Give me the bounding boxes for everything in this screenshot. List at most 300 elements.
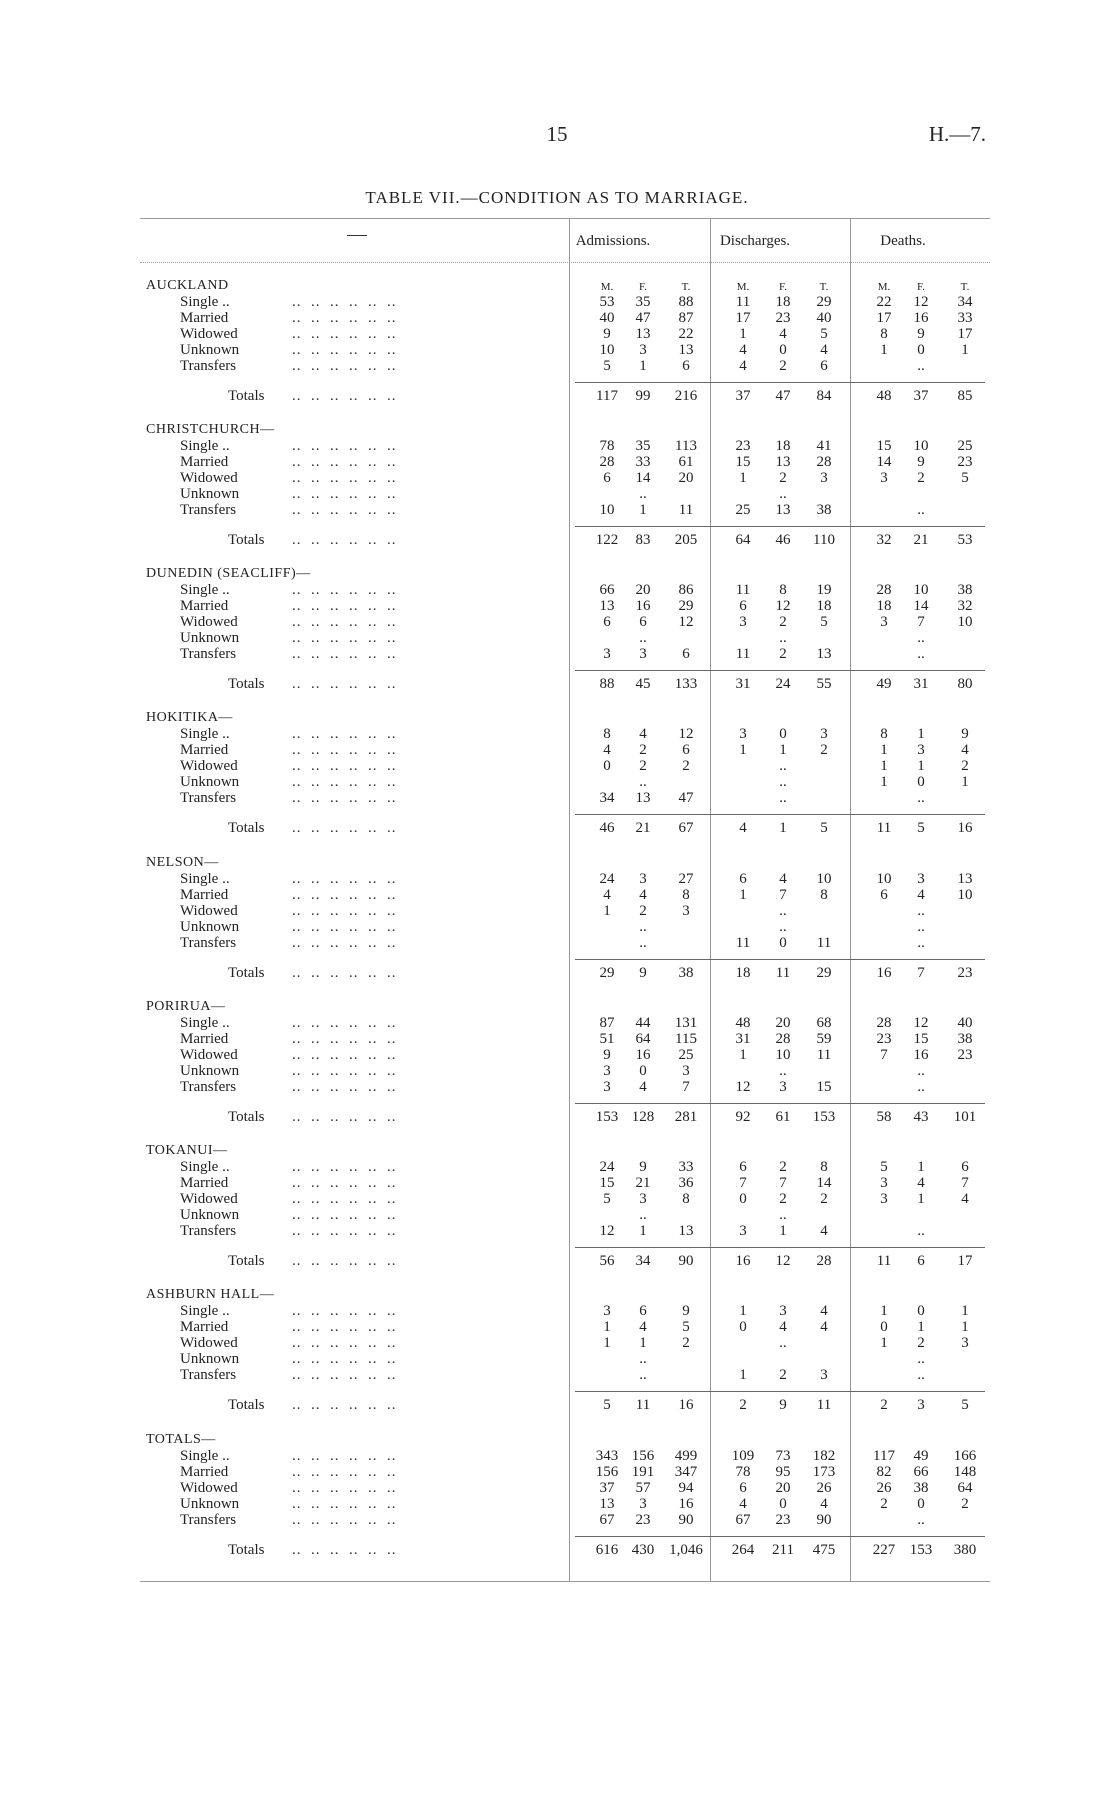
table-cell: 57 [635,1480,651,1497]
table-cell: 1 [961,774,969,791]
table-cell: 3 [682,903,690,920]
dot-leaders: .. .. .. .. .. .. [292,1480,397,1497]
totals-cell: 153 [812,1109,836,1125]
table-cell: 5 [682,1319,690,1336]
totals-label: Totals [228,388,265,404]
table-cell: 15 [913,1031,929,1048]
dot-leaders: .. .. .. .. .. .. [292,1223,397,1240]
table-cell: .. [917,358,925,375]
table-cell: 0 [739,1191,747,1208]
table-cell: 2 [880,1496,888,1513]
table-cell: 3 [820,470,828,487]
table-cell: .. [639,919,647,936]
row-label: Unknown [180,919,240,936]
institution-name: HOKITIKA— [146,710,233,725]
table-cell: 0 [739,1319,747,1336]
row-label: Widowed [180,326,238,343]
totals-rule [575,1536,985,1537]
row-label: Unknown [180,1207,240,1224]
table-cell: 4 [820,1319,828,1336]
table-cell: .. [779,774,787,791]
table-cell: 3 [917,742,925,759]
dot-leaders: .. .. .. .. .. .. [292,903,397,920]
table-cell: 1 [961,342,969,359]
table-cell: 10 [957,887,973,904]
totals-cell: 430 [631,1542,655,1558]
table-cell: 22 [876,294,892,310]
totals-cell: 133 [674,676,698,692]
totals-cell: 46 [599,820,615,836]
table-cell: 10 [913,438,929,454]
table-cell: 15 [599,1175,615,1192]
table-cell: 156 [631,1448,655,1464]
table-cell: 34 [957,294,973,310]
totals-cell: 34 [635,1253,651,1269]
totals-cell: 7 [917,965,925,981]
table-cell: 9 [961,726,969,742]
table-cell: 2 [639,903,647,920]
row-label: Widowed [180,1047,238,1064]
table-cell: 41 [816,438,832,454]
row-label: Married [180,598,229,615]
table-cell: 8 [880,726,888,742]
sub-column-header: F. [779,281,787,293]
table-cell: 35 [635,294,651,310]
dot-leaders: .. .. .. .. .. .. [292,532,397,548]
dot-leaders: .. .. .. .. .. .. [292,676,397,692]
table-cell: 4 [603,887,611,904]
table-cell: 347 [674,1464,698,1481]
table-cell: 73 [775,1448,791,1464]
dot-leaders: .. .. .. .. .. .. [292,871,397,887]
table-cell: 9 [603,1047,611,1064]
dot-leaders: .. .. .. .. .. .. [292,1464,397,1481]
dot-leaders: .. .. .. .. .. .. [292,342,397,359]
table-cell: 0 [779,1496,787,1513]
sub-column-header: F. [917,281,925,293]
totals-rule [575,670,985,671]
totals-cell: 11 [816,1397,832,1413]
table-cell: .. [917,1351,925,1368]
row-label: Married [180,1031,229,1048]
totals-label: Totals [228,1542,265,1558]
table-cell: 48 [735,1015,751,1031]
table-cell: 95 [775,1464,791,1481]
table-cell: 47 [635,310,651,327]
totals-cell: 12 [775,1253,791,1269]
institution-name: DUNEDIN (SEACLIFF)— [146,566,311,581]
table-cell: 2 [820,742,828,759]
row-label: Transfers [180,502,237,519]
table-cell: 3 [603,1063,611,1080]
totals-cell: 38 [678,965,694,981]
dot-leaders: .. .. .. .. .. .. [292,1496,397,1513]
row-label: Married [180,742,229,759]
institution-name: ASHBURN HALL— [146,1287,275,1302]
table-cell: 8 [682,887,690,904]
dot-leaders: .. .. .. .. .. .. [292,1319,397,1336]
column-divider [850,218,851,1581]
table-cell: 2 [779,1159,787,1175]
table-cell: 6 [739,598,747,615]
totals-cell: 24 [775,676,791,692]
table-cell: 1 [779,1223,787,1240]
table-cell: .. [917,790,925,807]
row-label: Married [180,310,229,327]
table-cell: 16 [913,1047,929,1064]
table-cell: 4 [739,342,747,359]
dot-leaders: .. .. .. .. .. .. [292,935,397,952]
dot-leaders: .. .. .. .. .. .. [292,1159,397,1175]
table-cell: 1 [880,742,888,759]
row-label: Unknown [180,486,240,503]
table-cell: 18 [775,438,791,454]
dot-leaders: .. .. .. .. .. .. [292,742,397,759]
table-cell: 3 [739,614,747,631]
table-cell: 13 [678,342,694,359]
dot-leaders: .. .. .. .. .. .. [292,1448,397,1464]
totals-cell: 9 [639,965,647,981]
dot-leaders: .. .. .. .. .. .. [292,820,397,836]
table-cell: 38 [957,1031,973,1048]
totals-rule [575,959,985,960]
row-label: Single .. [180,1015,230,1031]
totals-cell: 128 [631,1109,655,1125]
table-cell: 25 [735,502,751,519]
totals-cell: 1 [779,820,787,836]
table-cell: 3 [880,614,888,631]
table-cell: 20 [678,470,694,487]
totals-cell: 17 [957,1253,973,1269]
table-cell: 16 [635,1047,651,1064]
table-cell: 19 [816,582,832,598]
table-cell: .. [917,1512,925,1529]
table-cell: 4 [779,1319,787,1336]
table-cell: 3 [739,1223,747,1240]
table-cell: 87 [599,1015,615,1031]
table-cell: 2 [820,1191,828,1208]
totals-cell: 48 [876,388,892,404]
column-divider [710,218,711,1581]
table-title-text: CONDITION AS TO MARRIAGE. [478,188,749,207]
table-cell: 3 [820,726,828,742]
dot-leaders: .. .. .. .. .. .. [292,774,397,791]
row-label: Single .. [180,1159,230,1175]
table-cell: 1 [739,1367,747,1384]
institution-name: TOKANUI— [146,1143,228,1158]
totals-cell: 55 [816,676,832,692]
table-cell: 29 [816,294,832,310]
table-cell: 33 [678,1159,694,1175]
table-cell: 6 [961,1159,969,1175]
table-cell: 40 [599,310,615,327]
totals-cell: 53 [957,532,973,548]
totals-cell: 264 [731,1542,755,1558]
table-cell: 8 [779,582,787,598]
totals-cell: 616 [595,1542,619,1558]
dot-leaders: .. .. .. .. .. .. [292,965,397,981]
totals-rule [575,382,985,383]
table-cell: 11 [816,1047,832,1064]
totals-cell: 23 [957,965,973,981]
table-cell: 11 [735,294,751,310]
table-cell: 2 [961,758,969,775]
table-cell: 20 [775,1015,791,1031]
dot-leaders: .. .. .. .. .. .. [292,310,397,327]
table-cell: 5 [961,470,969,487]
table-cell: 6 [682,646,690,663]
totals-label: Totals [228,820,265,836]
table-cell: 0 [917,1303,925,1319]
table-cell: 1 [880,342,888,359]
table-cell: 17 [735,310,751,327]
table-cell: 2 [961,1496,969,1513]
table-cell: 6 [739,1159,747,1175]
table-cell: 4 [639,887,647,904]
table-cell: 5 [603,358,611,375]
totals-cell: 9 [779,1397,787,1413]
totals-cell: 99 [635,388,651,404]
table-cell: 13 [635,326,651,343]
table-cell: 2 [917,1335,925,1352]
table-cell: 11 [735,582,751,598]
table-cell: 28 [876,582,892,598]
table-cell: 31 [735,1031,751,1048]
table-cell: 14 [635,470,651,487]
totals-cell: 122 [595,532,619,548]
row-label: Widowed [180,1191,238,1208]
table-cell: 12 [678,614,694,631]
totals-rule [575,1391,985,1392]
totals-cell: 45 [635,676,651,692]
table-cell: 12 [735,1079,751,1096]
table-cell: 10 [957,614,973,631]
table-cell: .. [917,630,925,647]
table-cell: .. [917,1063,925,1080]
table-cell: 23 [735,438,751,454]
dot-leaders: .. .. .. .. .. .. [292,1512,397,1529]
table-cell: 1 [917,1191,925,1208]
table-cell: 4 [917,887,925,904]
totals-cell: 88 [599,676,615,692]
totals-label: Totals [228,676,265,692]
institution-name: CHRISTCHURCH— [146,422,275,437]
table-cell: 86 [678,582,694,598]
row-label: Transfers [180,1223,237,1240]
table-cell: 33 [635,454,651,471]
table-cell: 38 [913,1480,929,1497]
table-cell: 3 [961,1335,969,1352]
table-cell: 131 [674,1015,698,1031]
table-cell: 7 [682,1079,690,1096]
totals-cell: 32 [876,532,892,548]
dot-leaders: .. .. .. .. .. .. [292,388,397,404]
row-label: Transfers [180,790,237,807]
table-cell: 9 [917,326,925,343]
row-label: Unknown [180,1063,240,1080]
table-cell: 26 [876,1480,892,1497]
table-cell: 8 [682,1191,690,1208]
table-cell: 27 [678,871,694,887]
table-cell: 4 [961,742,969,759]
table-cell: 11 [678,502,694,519]
table-cell: .. [639,630,647,647]
table-cell: 3 [917,871,925,887]
table-cell: .. [779,919,787,936]
totals-cell: 153 [595,1109,619,1125]
institution-name: AUCKLAND [146,278,229,293]
table-cell: 13 [599,598,615,615]
institution-name: PORIRUA— [146,999,226,1014]
dot-leaders: .. .. .. .. .. .. [292,758,397,775]
table-cell: 2 [779,646,787,663]
row-label: Widowed [180,1335,238,1352]
totals-cell: 29 [599,965,615,981]
totals-cell: 5 [917,820,925,836]
totals-cell: 85 [957,388,973,404]
row-label: Transfers [180,935,237,952]
dot-leaders: .. .. .. .. .. .. [292,438,397,454]
table-cell: 0 [779,935,787,952]
table-cell: 18 [775,294,791,310]
table-cell: 8 [820,1159,828,1175]
bottom-rule [140,1581,990,1582]
totals-cell: 31 [735,676,751,692]
table-cell: 4 [820,1496,828,1513]
table-cell: 16 [913,310,929,327]
row-label: Widowed [180,758,238,775]
row-label: Unknown [180,630,240,647]
table-cell: 78 [735,1464,751,1481]
table-cell: 6 [820,358,828,375]
dot-leaders: .. .. .. .. .. .. [292,1063,397,1080]
table-cell: 0 [603,758,611,775]
table-cell: 0 [917,342,925,359]
table-cell: 3 [603,1079,611,1096]
stub-header-dash [347,235,367,236]
row-label: Unknown [180,1351,240,1368]
totals-rule [575,814,985,815]
totals-cell: 101 [953,1109,977,1125]
table-cell: 148 [953,1464,977,1481]
table-cell: .. [779,1335,787,1352]
row-label: Single .. [180,1303,230,1319]
table-cell: 343 [595,1448,619,1464]
table-cell: 38 [957,582,973,598]
dot-leaders: .. .. .. .. .. .. [292,1367,397,1384]
table-cell: 15 [735,454,751,471]
row-label: Transfers [180,1512,237,1529]
totals-cell: 46 [775,532,791,548]
totals-label: Totals [228,1109,265,1125]
table-cell: 0 [917,774,925,791]
table-cell: 11 [735,935,751,952]
table-cell: 117 [873,1448,895,1464]
table-cell: 5 [820,614,828,631]
table-cell: 6 [603,470,611,487]
table-cell: 0 [779,726,787,742]
table-cell: .. [639,1351,647,1368]
totals-cell: 21 [635,820,651,836]
table-cell: 78 [599,438,615,454]
row-label: Unknown [180,342,240,359]
table-cell: 1 [603,903,611,920]
table-cell: 40 [957,1015,973,1031]
table-cell: 4 [639,1079,647,1096]
totals-cell: 16 [876,965,892,981]
table-cell: 6 [639,614,647,631]
table-cell: 28 [816,454,832,471]
dot-leaders: .. .. .. .. .. .. [292,1175,397,1192]
totals-cell: 205 [674,532,698,548]
table-cell: 1 [880,774,888,791]
table-cell: 14 [876,454,892,471]
totals-cell: 37 [735,388,751,404]
dot-leaders: .. .. .. .. .. .. [292,358,397,375]
totals-cell: 21 [913,532,929,548]
table-cell: .. [917,646,925,663]
row-label: Married [180,454,229,471]
totals-label: Totals [228,532,265,548]
table-cell: 10 [599,502,615,519]
table-cell: 4 [639,726,647,742]
dot-leaders: .. .. .. .. .. .. [292,1397,397,1413]
header-rule [140,262,990,263]
table-cell: 9 [603,326,611,343]
table-cell: 11 [735,646,751,663]
table-cell: 0 [917,1496,925,1513]
table-cell: 10 [599,342,615,359]
totals-cell: 1,046 [669,1542,703,1558]
totals-rule [575,1103,985,1104]
table-cell: 10 [816,871,832,887]
table-cell: 14 [913,598,929,615]
table-cell: 13 [816,646,832,663]
totals-cell: 80 [957,676,973,692]
table-cell: 53 [599,294,615,310]
totals-cell: 380 [953,1542,977,1558]
table-cell: 87 [678,310,694,327]
table-cell: 3 [779,1303,787,1319]
table-cell: 2 [779,1191,787,1208]
totals-cell: 43 [913,1109,929,1125]
table-cell: 1 [639,358,647,375]
table-cell: 17 [876,310,892,327]
table-cell: 109 [731,1448,755,1464]
table-cell: .. [779,758,787,775]
dot-leaders: .. .. .. .. .. .. [292,1031,397,1048]
totals-cell: 37 [913,388,929,404]
totals-cell: 31 [913,676,929,692]
table-cell: 4 [820,1303,828,1319]
table-cell: 4 [603,742,611,759]
table-cell: 10 [913,582,929,598]
table-cell: 6 [682,358,690,375]
table-cell: 6 [739,871,747,887]
totals-cell: 281 [674,1109,698,1125]
row-label: Single .. [180,438,230,454]
table-cell: 3 [739,726,747,742]
column-group-header: Discharges. [719,233,791,249]
table-cell: 1 [739,470,747,487]
table-cell: 3 [779,1079,787,1096]
totals-cell: 110 [813,532,835,548]
table-cell: 12 [678,726,694,742]
table-cell: 23 [775,1512,791,1529]
column-group-header: Admissions. [575,233,651,249]
table-cell: 2 [682,1335,690,1352]
table-cell: 1 [917,726,925,742]
